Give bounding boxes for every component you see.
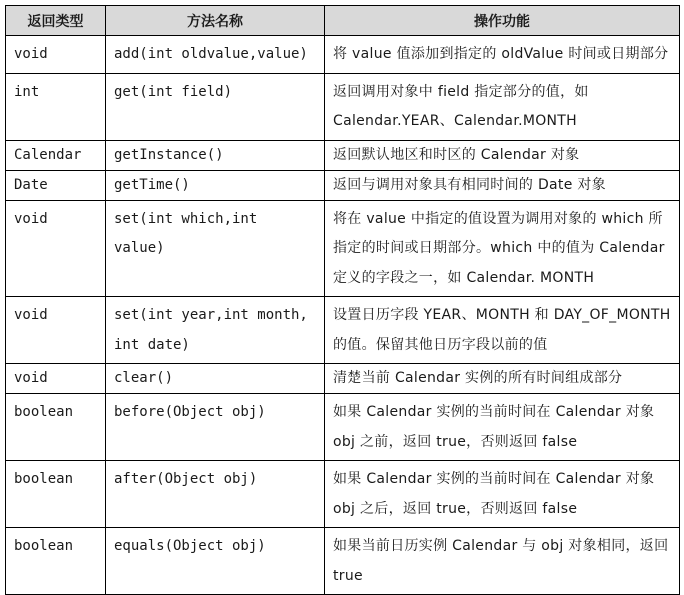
return-type-cell: void [6, 297, 106, 364]
method-name-cell: getInstance() [106, 140, 325, 170]
method-name-cell: equals(Object obj) [106, 528, 325, 595]
calendar-methods-table [5, 5, 680, 595]
method-name-cell: set(int which,int value) [106, 200, 325, 297]
table-row [6, 200, 680, 297]
header-method-name: 方法名称 [106, 6, 325, 36]
table-row [6, 528, 680, 595]
return-type-cell: Date [6, 170, 106, 200]
return-type-cell: int [6, 73, 106, 140]
return-type-cell: void [6, 364, 106, 394]
description-cell: 如果当前日历实例 Calendar 与 obj 对象相同，返回 true [325, 528, 680, 595]
table-row [6, 36, 680, 74]
method-name-cell: getTime() [106, 170, 325, 200]
header-return-type: 返回类型 [6, 6, 106, 36]
method-name-cell: clear() [106, 364, 325, 394]
header-row [6, 6, 680, 36]
method-name-cell: add(int oldvalue,value) [106, 36, 325, 74]
description-cell: 清楚当前 Calendar 实例的所有时间组成部分 [325, 364, 680, 394]
table-row [6, 364, 680, 394]
description-cell: 返回调用对象中 field 指定部分的值，如 Calendar.YEAR、Calendar.MONTH [325, 73, 680, 140]
description-cell: 将在 value 中指定的值设置为调用对象的 which 所指定的时间或日期部分。which 中的值为 Calendar 定义的字段之一，如 Calendar. MONTH [325, 200, 680, 297]
table-row [6, 140, 680, 170]
table-row [6, 73, 680, 140]
return-type-cell: boolean [6, 528, 106, 595]
description-cell: 如果 Calendar 实例的当前时间在 Calendar 对象 obj 之后，返回 true，否则返回 false [325, 461, 680, 528]
table-row [6, 394, 680, 461]
description-cell: 设置日历字段 YEAR、MONTH 和 DAY_OF_MONTH 的值。保留其他日历字段以前的值 [325, 297, 680, 364]
header-operation: 操作功能 [325, 6, 680, 36]
return-type-cell: Calendar [6, 140, 106, 170]
description-cell: 如果 Calendar 实例的当前时间在 Calendar 对象 obj 之前，返回 true，否则返回 false [325, 394, 680, 461]
return-type-cell: void [6, 200, 106, 297]
description-cell: 返回与调用对象具有相同时间的 Date 对象 [325, 170, 680, 200]
method-name-cell: after(Object obj) [106, 461, 325, 528]
method-name-cell: set(int year,int month, int date) [106, 297, 325, 364]
return-type-cell: void [6, 36, 106, 74]
method-name-cell: get(int field) [106, 73, 325, 140]
description-cell: 返回默认地区和时区的 Calendar 对象 [325, 140, 680, 170]
table-row [6, 297, 680, 364]
table-row [6, 170, 680, 200]
table-row [6, 461, 680, 528]
method-name-cell: before(Object obj) [106, 394, 325, 461]
return-type-cell: boolean [6, 394, 106, 461]
return-type-cell: boolean [6, 461, 106, 528]
description-cell: 将 value 值添加到指定的 oldValue 时间或日期部分 [325, 36, 680, 74]
